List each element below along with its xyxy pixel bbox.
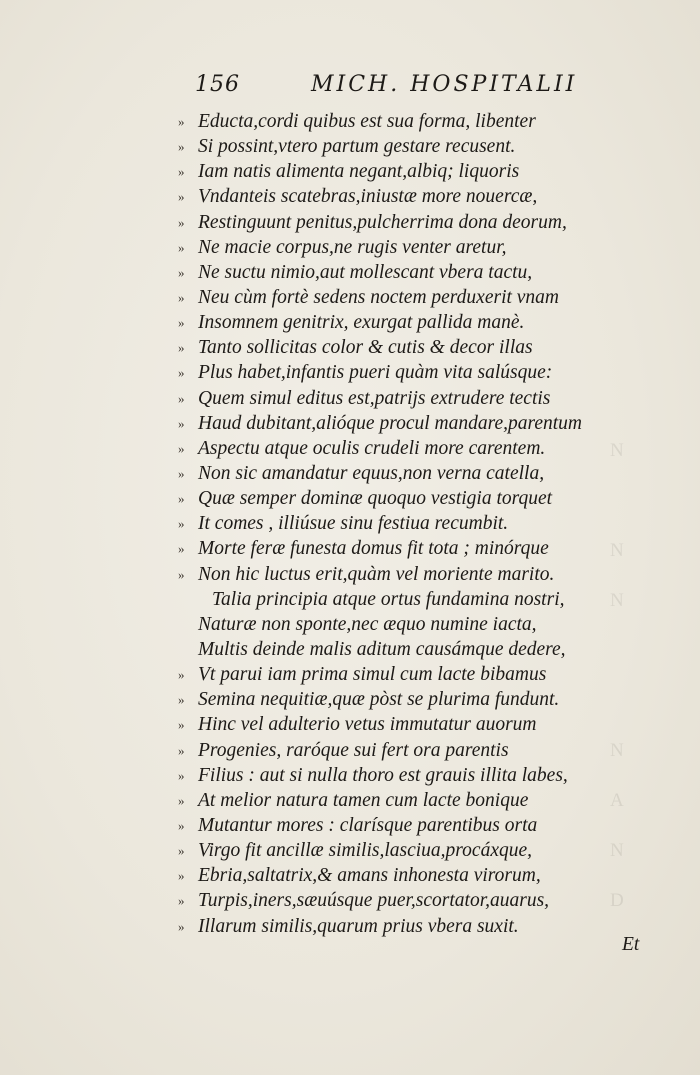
quotation-mark: »: [178, 139, 185, 155]
verse-text: Multis deinde malis aditum causámque dedere,: [198, 638, 566, 660]
verse-line: [0, 813, 700, 838]
verse-line: [0, 712, 700, 737]
page-number: 156: [195, 72, 240, 97]
verse-text: Iam natis alimenta negant,albiq; liquoris: [198, 161, 520, 183]
verse-text: Mutantur mores : clarísque parentibus orta: [198, 814, 538, 836]
verse-line: [0, 888, 700, 913]
show-through-mark: N: [610, 590, 624, 611]
verse-line: [0, 863, 700, 888]
verse-line: [0, 511, 700, 536]
show-through-mark: D: [610, 890, 624, 911]
quotation-mark: »: [178, 918, 185, 934]
quotation-mark: »: [178, 289, 185, 305]
show-through-mark: N: [610, 840, 624, 861]
verse-line: [0, 260, 700, 285]
verse-text: Turpis,iners,sæuúsque puer,scortator,auarus,: [198, 890, 550, 912]
quotation-mark: »: [178, 415, 185, 431]
verse-line: [0, 335, 700, 360]
verse-text: Haud dubitant,alióque procul mandare,parentum: [198, 412, 583, 434]
verse-line: [0, 662, 700, 687]
quotation-mark: »: [178, 214, 185, 230]
verse-line: [0, 360, 700, 385]
verse-line: [0, 159, 700, 184]
verse-text: At melior natura tamen cum lacte bonique: [198, 789, 529, 811]
verse-line: [0, 738, 700, 763]
verse-line: [0, 184, 700, 209]
verse-line: [0, 587, 700, 612]
quotation-mark: »: [178, 516, 185, 532]
quotation-mark: »: [178, 264, 185, 280]
verse-line: [0, 914, 700, 939]
quotation-mark: »: [178, 114, 185, 129]
quotation-mark: »: [178, 817, 185, 833]
verse-line: [0, 687, 700, 712]
verse-block: [0, 109, 700, 939]
quotation-mark: »: [178, 440, 185, 456]
verse-text: Illarum similis,quarum prius vbera suxit.: [198, 915, 519, 937]
quotation-mark: »: [178, 667, 185, 683]
quotation-mark: »: [178, 742, 185, 758]
verse-text: Hinc vel adulterio vetus immutatur auorum: [198, 714, 537, 736]
verse-line: [0, 788, 700, 813]
quotation-mark: »: [178, 692, 185, 708]
verse-line: [0, 612, 700, 637]
verse-text: Ne macie corpus,ne rugis venter aretur,: [198, 236, 507, 258]
show-through-mark: N: [610, 540, 624, 561]
verse-text: Virgo fit ancillæ similis,lasciua,procáxque,: [198, 840, 533, 862]
quotation-mark: »: [178, 365, 185, 381]
verse-text: Ne suctu nimio,aut mollescant vbera tactu,: [198, 261, 533, 283]
show-through-mark: N: [610, 740, 624, 761]
running-title: MICH. HOSPITALII: [311, 72, 578, 97]
quotation-mark: »: [178, 315, 185, 331]
verse-text: Talia principia atque ortus fundamina nostri,: [212, 588, 565, 610]
quotation-mark: »: [178, 390, 185, 406]
quotation-mark: »: [178, 465, 185, 481]
quotation-mark: »: [178, 717, 185, 733]
quotation-mark: »: [178, 868, 185, 884]
verse-line: [0, 235, 700, 260]
quotation-mark: »: [178, 893, 185, 909]
verse-line: [0, 386, 700, 411]
verse-line: [0, 285, 700, 310]
quotation-mark: »: [178, 164, 185, 180]
verse-line: [0, 838, 700, 863]
verse-line: [0, 536, 700, 561]
verse-line: [0, 210, 700, 235]
verse-line: [0, 461, 700, 486]
verse-text: Non hic luctus erit,quàm vel moriente marito.: [198, 563, 555, 585]
quotation-mark: »: [178, 792, 185, 808]
verse-line: [0, 411, 700, 436]
verse-text: Quæ semper dominæ quoquo vestigia torquet: [198, 488, 553, 510]
verse-text: Non sic amandatur equus,non verna catella,: [198, 462, 545, 484]
verse-text: Tanto sollicitas color & cutis & decor illas: [198, 337, 533, 359]
quotation-mark: »: [178, 491, 185, 507]
verse-line: [0, 486, 700, 511]
verse-text: It comes , illiúsue sinu festiua recumbit.: [198, 513, 509, 535]
verse-text: Vt parui iam prima simul cum lacte bibamus: [198, 664, 547, 686]
verse-line: [0, 436, 700, 461]
verse-text: Plus habet,infantis pueri quàm vita salúsque:: [198, 362, 553, 384]
quotation-mark: »: [178, 843, 185, 859]
verse-text: Morte feræ funesta domus fit tota ; minórque: [198, 538, 549, 560]
show-through-mark: N: [610, 440, 624, 461]
verse-text: Quem simul editus est,patrijs extrudere tectis: [198, 387, 551, 409]
verse-line: [0, 134, 700, 159]
verse-text: Ebria,saltatrix,& amans inhonesta virorum,: [198, 865, 541, 887]
verse-text: Vndanteis scatebras,iniustæ more nouercæ,: [198, 186, 538, 208]
quotation-mark: »: [178, 340, 185, 356]
verse-line: [0, 310, 700, 335]
verse-text: Insomnem genitrix, exurgat pallida manè.: [198, 312, 525, 334]
verse-text: Naturæ non sponte,nec æquo numine iacta,: [198, 613, 537, 635]
verse-text: Educta,cordi quibus est sua forma, libenter: [198, 111, 536, 132]
verse-text: Filius : aut si nulla thoro est grauis illita labes,: [198, 764, 568, 786]
verse-line: [0, 763, 700, 788]
show-through-mark: A: [610, 790, 624, 811]
quotation-mark: »: [178, 189, 185, 205]
quotation-mark: »: [178, 239, 185, 255]
verse-text: Neu cùm fortè sedens noctem perduxerit vnam: [198, 286, 560, 308]
quotation-mark: »: [178, 541, 185, 557]
quotation-mark: »: [178, 767, 185, 783]
catchword: Et: [622, 934, 640, 955]
verse-line: [0, 109, 700, 134]
quotation-mark: »: [178, 566, 185, 582]
verse-line: [0, 562, 700, 587]
verse-line: [0, 637, 700, 662]
verse-text: Progenies, raróque sui fert ora parentis: [198, 739, 509, 761]
verse-text: Si possint,vtero partum gestare recusent.: [198, 136, 516, 158]
verse-text: Aspectu atque oculis crudeli more carentem.: [198, 437, 546, 459]
verse-text: Semina nequitiæ,quæ pòst se plurima fundunt.: [198, 689, 560, 711]
verse-text: Restinguunt penitus,pulcherrima dona deorum,: [198, 211, 567, 233]
page-header: [195, 72, 595, 102]
